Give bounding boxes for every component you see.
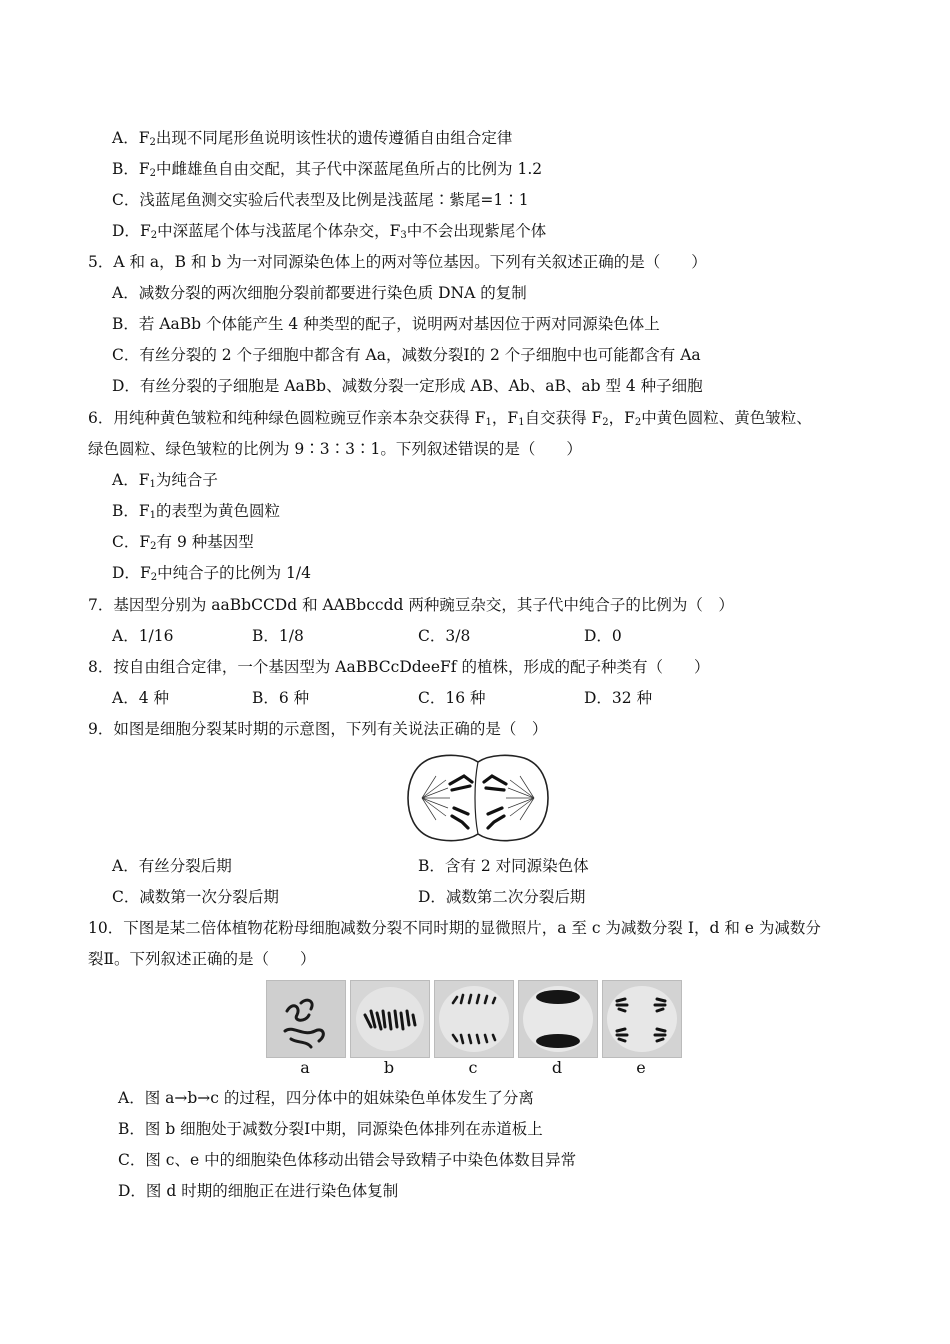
q9-option-a: A．有丝分裂后期 (112, 857, 232, 875)
meiosis-photo-d (518, 980, 598, 1058)
q10-stem-line1: 10．下图是某二倍体植物花粉母细胞减数分裂不同时期的显微照片，a 至 c 为减数分裂 I，d 和 e 为减数分 (88, 919, 821, 937)
q10-option-c: C．图 c、e 中的细胞染色体移动出错会导致精子中染色体数目异常 (118, 1151, 577, 1169)
q6-option-d: D．$F_2$中纯合子的比例为 1/4 (112, 564, 311, 583)
photo-label-c: c (468, 1058, 478, 1077)
q4-option-c: C．浅蓝尾鱼测交实验后代表型及比例是浅蓝尾∶紫尾=1∶1 (112, 191, 529, 209)
q4-option-a: A．$F_2$出现不同尾形鱼说明该性状的遗传遵循自由组合定律 (112, 129, 513, 148)
photo-label-a: a (300, 1058, 310, 1077)
meiosis-photo-b (350, 980, 430, 1058)
q8-stem: 8．按自由组合定律，一个基因型为 AaBBCcDdeeFf 的植株，形成的配子种类有（ ） (88, 658, 710, 676)
q5-option-a: A．减数分裂的两次细胞分裂前都要进行染色质 DNA 的复制 (112, 284, 527, 302)
meiosis-photo-e (602, 980, 682, 1058)
q4-option-b: B．$F_2$中雌雄鱼自由交配，其子代中深蓝尾鱼所占的比例为 1.2 (112, 160, 543, 179)
q5-option-d: D．有丝分裂的子细胞是 AaBb、减数分裂一定形成 AB、Ab、aB、ab 型 4 种子细胞 (112, 377, 703, 395)
meiosis-photo-c (434, 980, 514, 1058)
q5-option-b: B．若 AaBb 个体能产生 4 种类型的配子，说明两对基因位于两对同源染色体上 (112, 315, 660, 333)
q10-option-a: A．图 a→b→c 的过程，四分体中的姐妹染色单体发生了分离 (118, 1089, 534, 1107)
q7-option-b: B．1/8 (252, 627, 304, 645)
cell-division-diagram (406, 752, 550, 844)
q5-stem: 5．A 和 a，B 和 b 为一对同源染色体上的两对等位基因。下列有关叙述正确的是（ ） (88, 253, 707, 271)
q9-option-c: C．减数第一次分裂后期 (112, 888, 279, 906)
q6-stem-line2: 绿色圆粒、绿色皱粒的比例为 9∶3∶3∶1。下列叙述错误的是（ ） (88, 440, 582, 458)
q4-option-d: D．$F_2$中深蓝尾个体与浅蓝尾个体杂交，$F_3$中不会出现紫尾个体 (112, 222, 547, 241)
photo-label-d: d (551, 1058, 563, 1077)
q6-option-a: A．$F_1$为纯合子 (112, 471, 218, 490)
q7-option-c: C．3/8 (418, 627, 471, 645)
meiosis-photo-strip (266, 980, 686, 1078)
q9-option-b: B．含有 2 对同源染色体 (418, 857, 589, 875)
q8-option-a: A．4 种 (112, 689, 169, 707)
q6-stem-line1: 6．用纯种黄色皱粒和纯种绿色圆粒豌豆作亲本杂交获得 $F_1$，$F_1$自交获得 $F_2$，$F_2$中黄色圆粒、黄色皱粒、 (88, 409, 812, 428)
q8-option-c: C．16 种 (418, 689, 486, 707)
q8-option-d: D．32 种 (584, 689, 653, 707)
q5-option-c: C．有丝分裂的 2 个子细胞中都含有 Aa，减数分裂Ⅰ的 2 个子细胞中也可能都含有 Aa (112, 346, 701, 364)
q9-stem: 9．如图是细胞分裂某时期的示意图，下列有关说法正确的是（ ） (88, 720, 548, 738)
q7-option-a: A．1/16 (112, 627, 174, 645)
q10-option-d: D．图 d 时期的细胞正在进行染色体复制 (118, 1182, 399, 1200)
meiosis-photo-a (266, 980, 346, 1058)
q7-option-d: D．0 (584, 627, 622, 645)
q9-option-d: D．减数第二次分裂后期 (418, 888, 586, 906)
photo-label-e: e (636, 1058, 646, 1077)
q10-option-b: B．图 b 细胞处于减数分裂Ⅰ中期，同源染色体排列在赤道板上 (118, 1120, 543, 1138)
q8-option-b: B．6 种 (252, 689, 310, 707)
photo-label-b: b (383, 1058, 395, 1077)
q10-stem-line2: 裂Ⅱ。下列叙述正确的是（ ） (88, 950, 316, 968)
q6-option-b: B．$F_1$的表型为黄色圆粒 (112, 502, 281, 521)
q6-option-c: C．$F_2$有 9 种基因型 (112, 533, 254, 552)
q7-stem: 7．基因型分别为 aaBbCCDd 和 AABbccdd 两种豌豆杂交，其子代中纯合子的比例为（ ） (88, 596, 734, 614)
